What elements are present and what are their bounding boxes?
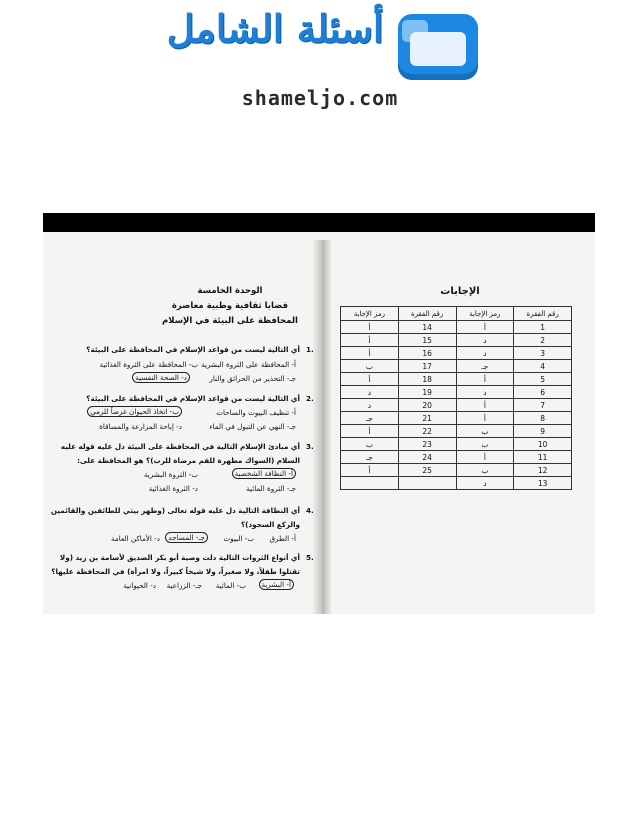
option: جـ- النهي عن التبول في الماء: [209, 422, 296, 431]
answers-row: [341, 373, 572, 386]
answers-row: [341, 425, 572, 438]
option-text: د- الصحة النفسية: [132, 372, 190, 383]
answers-cell: 7: [514, 399, 572, 412]
answers-cell: 10: [514, 438, 572, 451]
answers-cell: أ: [341, 321, 399, 334]
answers-row: [341, 386, 572, 399]
option-circled: [259, 580, 294, 589]
question-number: 3.: [306, 442, 314, 451]
option-text: جـ- المساجد: [165, 532, 208, 543]
answers-col-header: رقم الفقرة: [398, 307, 456, 321]
question-number: 4.: [306, 506, 314, 515]
answers-title: الإجابات: [440, 286, 480, 297]
answers-cell: 3: [514, 347, 572, 360]
brand-logo-icon: [398, 14, 478, 80]
answers-cell: ب: [456, 425, 514, 438]
question-stem: أي أنواع الثروات التالية دلت وصية أبو بكر الصديق لأسامة بن زيد (ولا: [59, 553, 300, 562]
answers-cell: أ: [456, 321, 514, 334]
answers-row: [341, 412, 572, 425]
option: أ- الطرق: [269, 534, 296, 543]
answers-row: [341, 451, 572, 464]
answers-cell: [341, 477, 399, 490]
question-stem: أي التالية ليست من قواعد الإسلام في المحافظة على البيئة؟: [86, 345, 300, 354]
answers-cell: أ: [456, 373, 514, 386]
answers-cell: 11: [514, 451, 572, 464]
unit-title: الوحدة الخامسة: [197, 286, 263, 296]
option: د- إباحة المزارعة والمساقاة: [99, 422, 182, 431]
answers-cell: د: [456, 334, 514, 347]
answers-cell: 23: [398, 438, 456, 451]
answers-row: [341, 347, 572, 360]
answers-row: [341, 477, 572, 490]
answers-cell: 14: [398, 321, 456, 334]
answers-cell: ب: [341, 438, 399, 451]
option: أ- المحافظة على الثروة البشرية: [201, 360, 296, 369]
answers-table: [340, 306, 572, 490]
answers-cell: جـ: [341, 451, 399, 464]
answers-cell: 2: [514, 334, 572, 347]
lesson-title: المحافظة على البيئة في الإسلام: [162, 316, 298, 326]
answers-cell: 19: [398, 386, 456, 399]
answers-table-body: [341, 321, 572, 490]
option: د- الأماكن العامة: [111, 534, 160, 543]
answers-cell: أ: [341, 347, 399, 360]
answers-cell: 8: [514, 412, 572, 425]
scan-top-border: [43, 213, 595, 232]
question-stem: أي التالية ليست من قواعد الإسلام في المحافظة على البيئة؟: [86, 394, 300, 403]
option: د- الثروة الغذائية: [148, 484, 198, 493]
option-circled: [232, 469, 296, 478]
answers-cell: أ: [456, 451, 514, 464]
answers-col-header: رمز الإجابة: [456, 307, 514, 321]
option-circled: [87, 407, 182, 416]
answers-cell: 6: [514, 386, 572, 399]
answers-cell: أ: [456, 399, 514, 412]
answers-cell: د: [456, 386, 514, 399]
unit-subtitle: قضايا ثقافية وطبية معاصرة: [171, 301, 289, 311]
answers-cell: [398, 477, 456, 490]
answers-row: [341, 399, 572, 412]
answers-cell: 24: [398, 451, 456, 464]
option: ب- المائية: [215, 581, 246, 590]
site-url[interactable]: shameljo.com: [241, 86, 399, 110]
answers-cell: ب: [456, 438, 514, 451]
answers-cell: 22: [398, 425, 456, 438]
question-number: 2.: [306, 394, 314, 403]
option: ب- البيوت: [223, 534, 254, 543]
option-text: أ- البشرية: [259, 579, 294, 590]
answers-cell: أ: [456, 412, 514, 425]
answers-cell: 17: [398, 360, 456, 373]
answers-cell: أ: [341, 334, 399, 347]
answers-cell: ب: [456, 464, 514, 477]
answers-cell: 21: [398, 412, 456, 425]
answers-cell: جـ: [341, 412, 399, 425]
answers-cell: 25: [398, 464, 456, 477]
option-text: ب- اتخاذ الحيوان غرضاً للرمي: [87, 406, 182, 417]
answers-cell: أ: [341, 373, 399, 386]
answers-cell: أ: [341, 425, 399, 438]
option: ب- الثروة البشرية: [143, 470, 198, 479]
answers-row: [341, 321, 572, 334]
page-gutter-shadow: [312, 240, 332, 614]
answers-cell: 12: [514, 464, 572, 477]
answers-cell: 1: [514, 321, 572, 334]
question-stem-line2: السلام (السواك مطهرة للفم مرضاة للرب)؟ هو المحافظة على:: [77, 456, 300, 465]
answers-row: [341, 334, 572, 347]
option: جـ- الزراعية: [166, 581, 202, 590]
question-number: 1.: [306, 345, 314, 354]
answers-row: [341, 360, 572, 373]
answers-cell: 18: [398, 373, 456, 386]
answers-cell: 13: [514, 477, 572, 490]
answers-cell: د: [341, 399, 399, 412]
brand-logo-text: أسئلة الشامل: [166, 6, 384, 51]
answers-cell: جـ: [456, 360, 514, 373]
answers-cell: د: [456, 347, 514, 360]
question-stem: أي النظافة التالية دل عليه قوله تعالى (وطهر بيتي للطائفين والقائمين: [50, 506, 300, 515]
answers-cell: د: [456, 477, 514, 490]
option: جـ- التحذير من الحرائق والنار: [209, 374, 296, 383]
option-circled: [132, 373, 190, 382]
answers-cell: 15: [398, 334, 456, 347]
answers-header-row: [341, 307, 572, 321]
option: د- الحيوانية: [123, 581, 156, 590]
answers-cell: ب: [341, 360, 399, 373]
option-circled: [165, 533, 208, 542]
question-stem-line2: والركع السجود)؟: [241, 520, 300, 529]
answers-cell: 16: [398, 347, 456, 360]
answers-row: [341, 438, 572, 451]
answers-col-header: رمز الإجابة: [341, 307, 399, 321]
answers-row: [341, 464, 572, 477]
answers-cell: 20: [398, 399, 456, 412]
question-stem-line2: تقتلوا طفلاً، ولا صغيراً، ولا شيخاً كبيراً، ولا امرأة) في المحافظة عليها؟: [51, 567, 300, 576]
answers-cell: 4: [514, 360, 572, 373]
option: ب- المحافظة على الثروة الغذائية: [99, 360, 198, 369]
answers-cell: د: [341, 386, 399, 399]
answers-col-header: رقم الفقرة: [514, 307, 572, 321]
question-number: 5.: [306, 553, 314, 562]
option-text: أ- النظافة الشخصية: [232, 468, 296, 479]
answers-cell: 9: [514, 425, 572, 438]
answers-cell: أ: [341, 464, 399, 477]
question-stem: أي مبادئ الإسلام التالية في المحافظة على البيئة دل عليه قوله عليه: [60, 442, 300, 451]
option: أ- تنظيف البيوت والساحات: [216, 408, 296, 417]
option: جـ- الثروة المائية: [246, 484, 296, 493]
answers-cell: 5: [514, 373, 572, 386]
